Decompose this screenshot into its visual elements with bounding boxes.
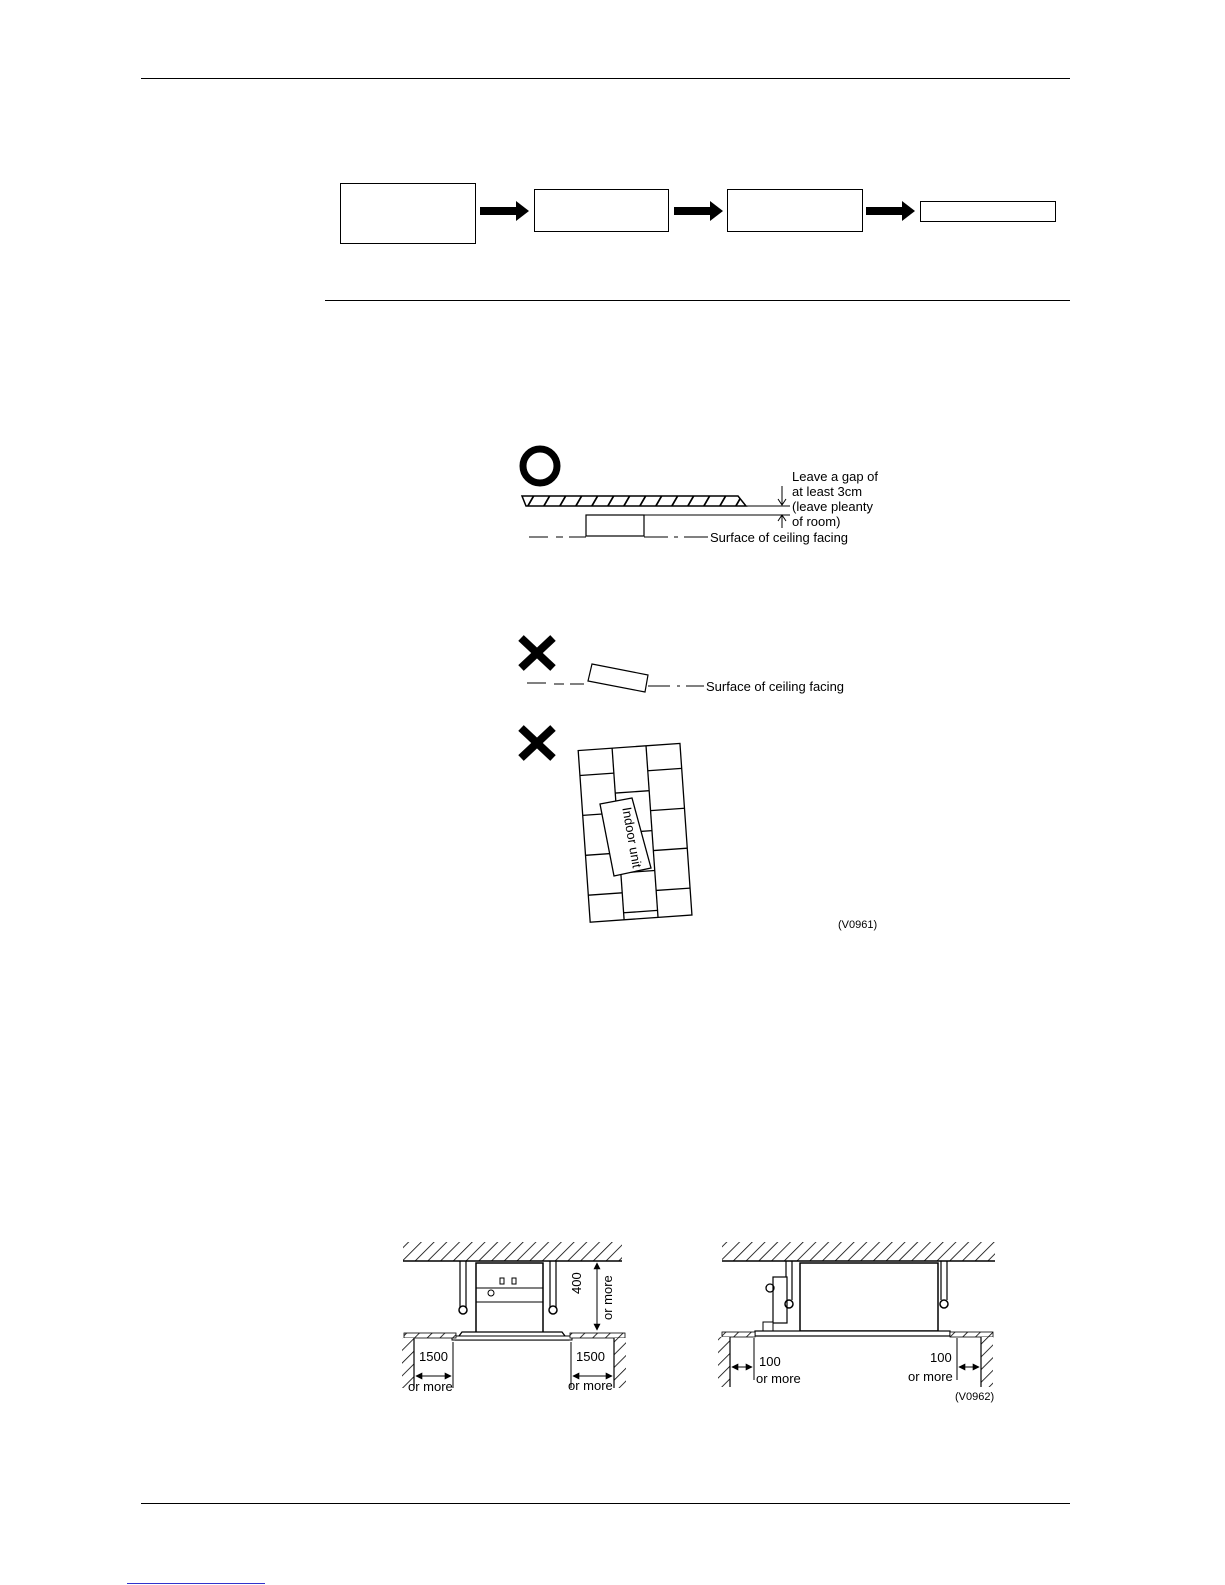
right-diagram-left-clearance-value: 100 <box>759 1354 781 1369</box>
indoor-unit-tilted <box>588 664 648 692</box>
ng-cross-icon-2 <box>521 728 553 758</box>
left-side-clearance-value: 1500 <box>419 1349 448 1364</box>
right-side-clearance-unit: or more <box>568 1378 613 1393</box>
left-side-clearance-unit: or more <box>408 1379 453 1394</box>
right-side-clearance-value: 1500 <box>576 1349 605 1364</box>
gap-note-line-3: (leave pleanty <box>792 499 873 514</box>
height-clearance-value: 400 <box>569 1272 584 1294</box>
footer-link-underline <box>127 1583 265 1584</box>
right-diagram-left-clearance-unit: or more <box>756 1371 801 1386</box>
figure-1-code: (V0961) <box>838 919 878 931</box>
gap-note-line-4: of room) <box>792 514 841 529</box>
ceiling-slab-ok <box>522 496 746 506</box>
footer-rule <box>141 1503 1070 1504</box>
clearance-left-diagram <box>402 1242 626 1388</box>
gap-note-line-2: at least 3cm <box>792 484 863 499</box>
right-diagram-right-clearance-unit: or more <box>908 1369 953 1384</box>
gap-note-line-1: Leave a gap of <box>792 469 879 484</box>
indoor-unit-label: Indoor unit <box>619 805 645 870</box>
figure-2-code: (V0962) <box>955 1391 995 1403</box>
indoor-unit-level <box>586 515 644 536</box>
ceiling-facing-label-ng: Surface of ceiling facing <box>706 679 845 694</box>
ceiling-facing-label-ok: Surface of ceiling facing <box>710 530 849 545</box>
right-diagram-right-clearance-value: 100 <box>930 1350 952 1365</box>
height-clearance-unit: or more <box>600 1275 615 1320</box>
ng-cross-icon-1 <box>521 638 553 668</box>
ok-circle-icon <box>523 449 557 483</box>
